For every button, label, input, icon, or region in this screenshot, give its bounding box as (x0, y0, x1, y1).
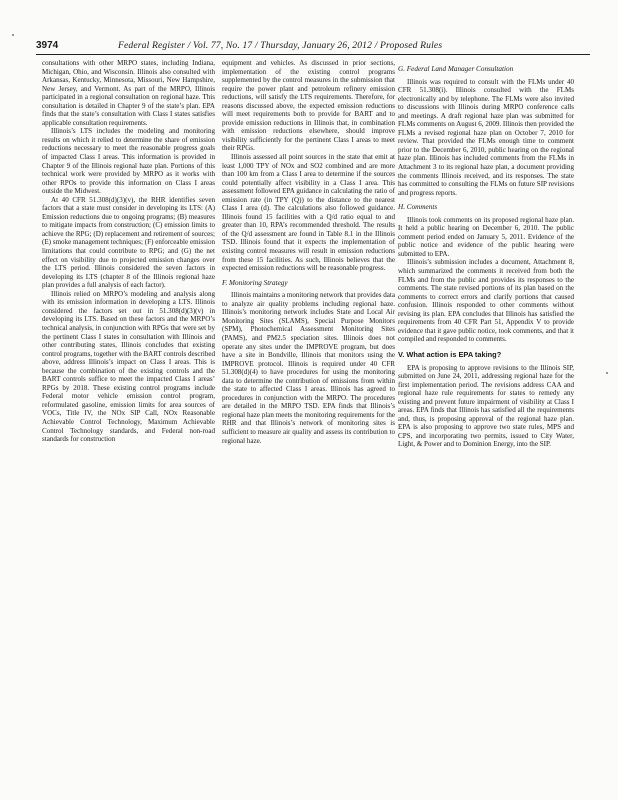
text-column-right (398, 59, 574, 779)
paragraph: Illinois’s LTS includes the modeling and monitoring results on which it relied to determine the share of emission reductions necessary to meet the reasonable progress goals of impacted Class I areas. This information is provided in Chapter 9 of the Illinois regional haze plan. Portions of this technical work were provided by MRPO as it works with other RPOs to provide this information on Class I areas outside the Midwest. (42, 127, 215, 196)
paragraph: equipment and vehicles. As discussed in prior sections, implementation of the existing control programs supplemented by the control measures in the submission that require the power plant and petroleum refinery emission reductions, will satisfy the LTS requirements. Therefore, for reasons discussed above, the expected emission reductions will meet requirements both to provide for BART and to provide emission reductions in Illinois that, in combination with emission reductions elsewhere, should improve visibility sufficiently for the pertinent Class I areas to meet their RPGs. (222, 59, 395, 153)
page-header (36, 40, 590, 55)
paragraph: Illinois took comments on its proposed regional haze plan. It held a public hearing on December 6, 2010. The public comment period ended on January 5, 2011. Evidence of the public notice and evidence of the public hearing were submitted to EPA. (398, 215, 574, 258)
section-heading-comments: H. Comments (398, 203, 438, 212)
paragraph: At 40 CFR 51.308(d)(3)(v), the RHR identifies seven factors that a state must consider in developing its LTS: (A) Emission reductions due to ongoing programs; (B) measures to mitigate impacts from construction; (C) emission limits to achieve the RPG; (D) replacement and retirement of sources; (E) smoke management techniques; (F) enforceable emission limitations that could contribute to RPG; and (G) the net effect on visibility due to projected emission changes over the LTS period. Illinois considered the seven factors in developing its LTS (chapter 8 of the Illinois regional haze plan provides a full analysis of each factor). (42, 195, 215, 290)
section-heading-flm-consultation: G. Federal Land Manager Consultation (398, 65, 514, 73)
page-number: 3974 (36, 40, 59, 51)
paragraph: Illinois was required to consult with the FLMs under 40 CFR 51.308(i). Illinois consulted with the FLMs electronically and by telephone. The FLMs were also invited to discussions with Illinois during MRPO conference calls and meetings. A draft regional haze plan was submitted for FLMs comments on August 6, 2009. Illinois then provided the FLMs a revised regional haze plan on October 7, 2010 for review. That provided the FLMs enough time to comment prior to the December 6, 2010, public hearing on the regional haze plan. Illinois has included comments from the FLMs in Attachment 3 to its regional haze plan, a document providing the comments Illinois received, and its responses. The state has committed to consulting the FLMs on future SIP revisions and progress reports. (398, 77, 574, 197)
text-column-middle (222, 59, 395, 779)
scan-speck (12, 34, 14, 36)
section-heading-epa-action: V. What action is EPA taking? (398, 349, 502, 359)
paragraph: EPA is proposing to approve revisions to the Illinois SIP, submitted on June 24, 2011, addressing regional haze for the first implementation period. The revisions address CAA and regional haze rule requirements for states to remedy any existing and prevent future impairment of visibility at Class I areas. EPA finds that Illinois has satisfied all the requirements and, thus, is proposing approval of the regional haze plan. EPA is also proposing to approve two state rules, MPS and CPS, and incorporating two permits, issued to City Water, Light, & Power and to Dominion Energy, into the SIP. (398, 363, 574, 449)
paragraph: Illinois relied on MRPO’s modeling and analysis along with its emission information in developing a LTS. Illinois considered the factors set out in 51.308(d)(3)(v) in developing its LTS. Based on these factors and the MRPO’s technical analysis, in conjunction with RPGs that were set by the pertinent Class I states in consultation with Illinois and other contributing states, Illinois concludes that existing control programs, together with the BART controls described above, address Illinois’s impact on Class I areas. This is because the combination of the existing controls and the BART controls suffice to meet the impacted Class I areas’ RPGs by 2018. These existing control programs include Federal motor vehicle emission control program, reformulated gasoline, emission limits for area sources of VOCs, Title IV, the NOx SIP Call, NOx Reasonable Achievable Control Technology, Maximum Achievable Control Technology standards, and Federal non-road standards for construction (42, 289, 215, 444)
scan-speck (606, 372, 608, 374)
text-column-left (42, 59, 215, 779)
paragraph: consultations with other MRPO states, including Indiana, Michigan, Ohio, and Wisconsin. Illinois also consulted with Arkansas, Kentucky, Minnesota, Missouri, New Hampshire, New Jersey, and Vermont. As part of the MRPO, Illinois participated in a regional consultation on regional haze. This consultation is detailed in Chapter 9 of the state’s plan. EPA finds that the state’s consultation with Class I states satisfies applicable consultation requirements. (42, 59, 215, 127)
paragraph: Illinois’s submission includes a document, Attachment 8, which summarized the comments it received from both the FLMs and from the public and provides its responses to the comments. The state revised portions of its plan based on the comments to correct errors and clarify portions that caused confusion. Illinois responded to other comments without revising its plan. EPA concludes that Illinois has satisfied the requirements from 40 CFR Part 51, Appendix V to provide evidence that it gave public notice, took comments, and that it compiled and responded to comments. (398, 258, 574, 344)
paragraph: Illinois maintains a monitoring network that provides data to analyze air quality problems including regional haze. Illinois’s monitoring network includes State and Local Air Monitoring Sites (SLAMS), Special Purpose Monitors (SPM), Photochemical Assessment Monitoring Sites (PAMS), and PM2.5 speciation sites. Illinois does not operate any sites under the IMPROVE program, but does have a site in Bondville, Illinois that monitors using the IMPROVE protocol. Illinois is required under 40 CFR 51.308(d)(4) to have procedures for using the monitoring data to determine the contribution of emissions from within the state to affected Class I areas. Illinois has agreed to procedures in conjunction with the MRPO. The procedures are detailed in the MRPO TSD. EPA finds that Illinois’s regional haze plan meets the monitoring requirements for the RHR and that Illinois’s network of monitoring sites is sufficient to measure air quality and assess its contribution to regional haze. (222, 291, 395, 445)
section-heading-monitoring: F. Monitoring Strategy (222, 278, 288, 287)
running-head: Federal Register / Vol. 77, No. 17 / Thursday, January 26, 2012 / Proposed Rules (118, 40, 443, 51)
paragraph: Illinois assessed all point sources in the state that emit at least 1,000 TPY of NOx and SO2 combined and are more than 100 km from a Class I area to determine if the sources could potentially affect visibility in a Class I area. This assessment followed EPA guidance in calculating the ratio of emission rate (in TPY (Q)) to the distance to the nearest Class I area (d). The calculations also followed guidance. Illinois found 15 facilities with a Q/d ratio equal to and greater than 10, RPA’s recommended threshold. The results of the Q/d assessment are found in Table 8.1 in the Illinois TSD. Illinois found that it expects the implementation of existing control measures will result in emission reductions from these 15 facilities. As such, Illinois believes that the expected emission reductions will be reasonable progress. (222, 153, 395, 273)
